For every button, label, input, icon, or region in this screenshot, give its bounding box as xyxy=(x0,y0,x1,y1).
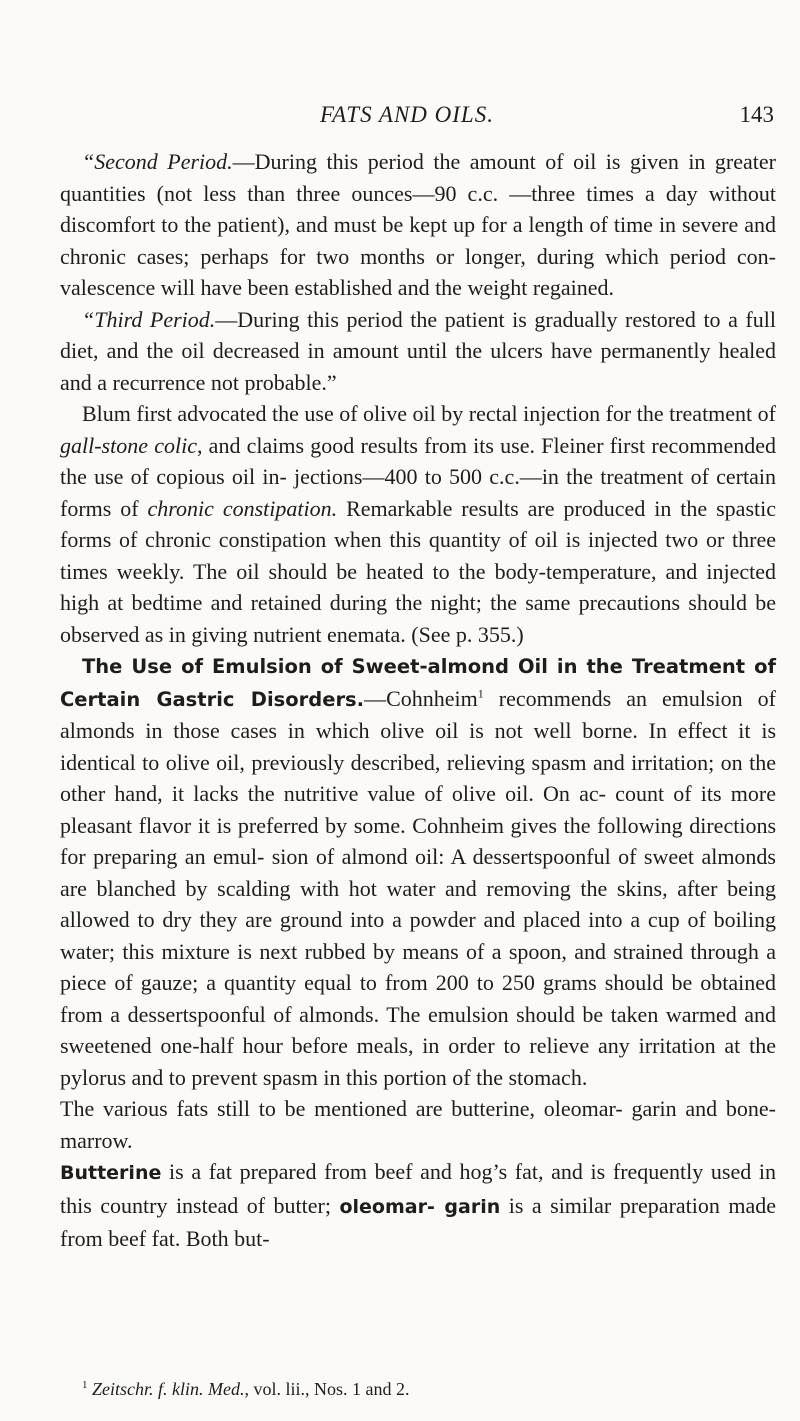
footnote-reference: 1 xyxy=(477,686,484,701)
running-head xyxy=(60,102,776,136)
paragraph-third-period xyxy=(60,304,776,399)
paragraph-text-segment: Remarkable results are produced in the spastic forms of chronic constipation when this quantity of oil is injected two or three times weekly. The oil should be heated to the body-temperature, and injected high at bedtime and retained during the night; the same precautions should be observed as in giving nutrient enemata. (See p. 355.) xyxy=(60,495,776,647)
paragraph-text-segment: recommends an emulsion of almonds in those cases in which olive oil is not well borne. In effect it is identical to olive oil, previously described, relieving spasm and irritation; on the other hand, it lacks the nutritive value of olive oil. On ac- count of its more pleasant flavor it is preferred by some. Cohnheim gives the following directions for preparing an emul- sion of almond oil: A dessertspoonful of sweet almonds are blanched by scalding with hot water and removing the skins, after being allowed to dry they are ground into a powder and placed into a cup of boiling water; this mixture is next rubbed by means of a spoon, and strained through a piece of gauze; a quantity equal to from 200 to 250 grams should be obtained from a dessertspoonful of almonds. The emulsion should be taken warmed and sweetened one-half hour before meals, in order to relieve any irritation at the pylorus and to prevent spasm in this portion of the stomach. xyxy=(60,685,776,1090)
oleomargarin-term: oleomar- garin xyxy=(339,1195,501,1218)
butterine-term: Butterine xyxy=(60,1162,162,1184)
third-period-heading: “Third Period. xyxy=(82,306,216,332)
paragraph-almond-emulsion xyxy=(60,650,776,1093)
book-page xyxy=(60,0,776,1421)
paragraph-second-period xyxy=(60,146,776,304)
footnote xyxy=(82,1377,776,1401)
footnote-source: Zeitschr. f. klin. Med. xyxy=(92,1379,245,1399)
paragraph-various-fats xyxy=(60,1093,776,1156)
chronic-constipation-term: chronic constipation. xyxy=(147,495,338,521)
paragraph-text-segment: , and claims good results from its use. Fleiner first recommended the use of copious oil in- jections—400 to 500 c.c.—in the treatment of certain forms of xyxy=(60,432,776,521)
running-title: FATS AND OILS. xyxy=(320,102,494,127)
paragraph-text-segment: —Cohnheim xyxy=(364,685,478,711)
page-number: 143 xyxy=(739,102,774,127)
footnote-details: , vol. lii., Nos. 1 and 2. xyxy=(244,1379,410,1399)
second-period-text: —During this period the amount of oil is given in greater quantities (not less than three ounces—90 c.c. —three times a day without discomfort to the patient), and must be kept up for a length of time in severe and chronic cases; perhaps for two months or longer, during which period con- valescence will have been established and the weight regained. xyxy=(60,149,776,300)
paragraph-rectal-injection xyxy=(60,398,776,650)
paragraph-text-segment: is a similar preparation made from beef fat. Both but- xyxy=(60,1192,777,1251)
section-heading-almond-emulsion: The Use of Emulsion of Sweet-almond Oil in the Treatment of Certain Gastric Disorders. xyxy=(60,655,776,711)
paragraph-butterine xyxy=(60,1156,776,1255)
paragraph-text-segment: is a fat prepared from beef and hog’s fat, and is frequently used in this country instead of butter; xyxy=(60,1159,776,1218)
paragraph-text-segment: Blum first advocated the use of olive oil by rectal injection for the treatment of xyxy=(82,401,776,426)
second-period-heading: “Second Period. xyxy=(82,149,233,174)
body-text xyxy=(60,146,776,1255)
footnote-marker: 1 xyxy=(82,1379,88,1391)
gall-stone-colic-term: gall-stone colic xyxy=(60,432,197,458)
third-period-text: —During this period the patient is gradually restored to a full diet, and the oil decreased in amount until the ulcers have permanently healed and a recurrence not probable.” xyxy=(60,306,776,395)
paragraph-text-segment: The various fats still to be mentioned are butterine, oleomar- garin and bone-marrow. xyxy=(60,1096,776,1153)
